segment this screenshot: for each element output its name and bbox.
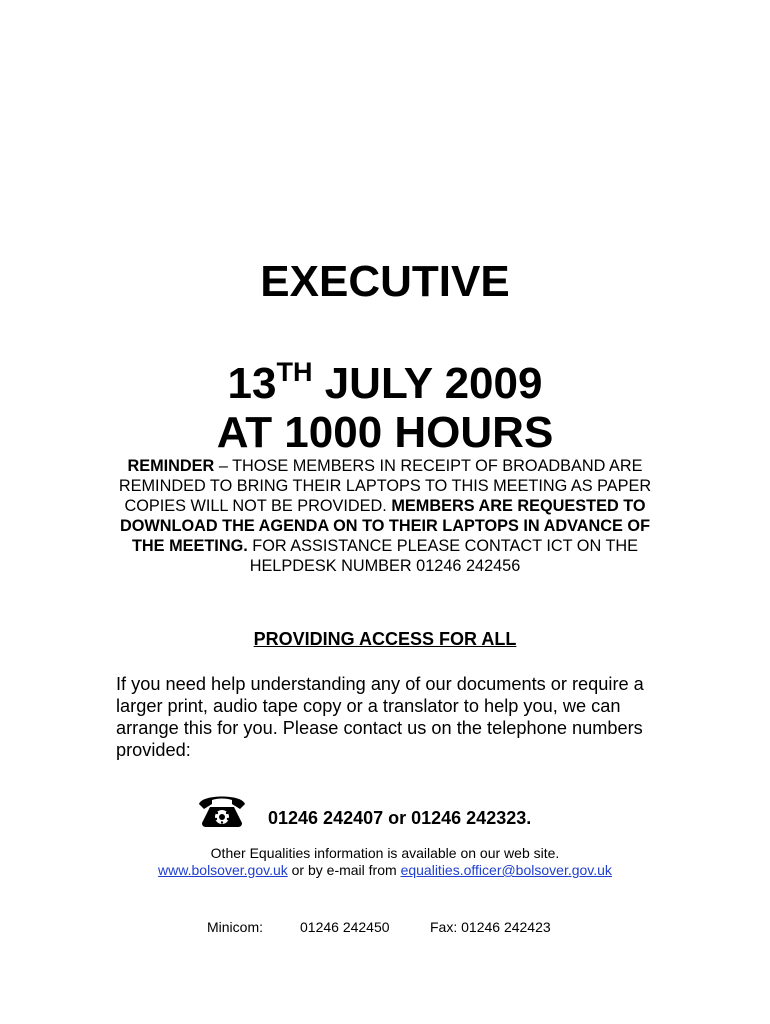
date-suffix: TH xyxy=(276,357,313,387)
reminder-notice xyxy=(112,456,658,576)
access-body: If you need help understanding any of our documents or require a larger print, audio tape copy or a translator to help you, we can arrange this for you. Please contact us on the telephone numbers provided: xyxy=(116,674,644,760)
telephone-icon xyxy=(196,792,248,828)
reminder-helpdesk-text: FOR ASSISTANCE PLEASE CONTACT ICT ON THE HELPDESK NUMBER 01246 242456 xyxy=(247,537,639,575)
meeting-time: AT 1000 HOURS xyxy=(216,408,554,457)
equalities-info: Other Equalities information is available on our web site. xyxy=(210,845,560,861)
reminder-bold-text: MEMBERS ARE REQUESTED TO DOWNLOAD THE AGENDA ON TO THEIR LAPTOPS IN ADVANCE OF THE MEETING. xyxy=(119,497,651,555)
minicom-label: Minicom: xyxy=(207,919,264,935)
fax-number: Fax: 01246 242423 xyxy=(430,919,551,935)
phone-numbers: 01246 242407 or 01246 242323. xyxy=(268,808,532,828)
phone-row xyxy=(196,792,616,832)
date-month-year: JULY 2009 xyxy=(312,359,543,408)
date-day: 13 xyxy=(227,359,277,408)
equalities-links xyxy=(0,862,770,879)
email-link[interactable]: equalities.officer@bolsover.gov.uk xyxy=(400,862,612,878)
access-heading: PROVIDING ACCESS FOR ALL xyxy=(253,629,517,649)
minicom-number: 01246 242450 xyxy=(300,919,390,935)
reminder-text: – THOSE MEMBERS IN RECEIPT OF BROADBAND ARE REMINDED TO BRING THEIR LAPTOPS TO THIS MEETING AS PAPER COPIES WILL NOT BE PROVIDED. xyxy=(118,457,652,515)
links-connector: or by e-mail from xyxy=(287,862,401,878)
reminder-label: REMINDER xyxy=(127,457,215,475)
website-link[interactable]: www.bolsover.gov.uk xyxy=(158,862,288,878)
meeting-title: EXECUTIVE xyxy=(260,257,510,306)
